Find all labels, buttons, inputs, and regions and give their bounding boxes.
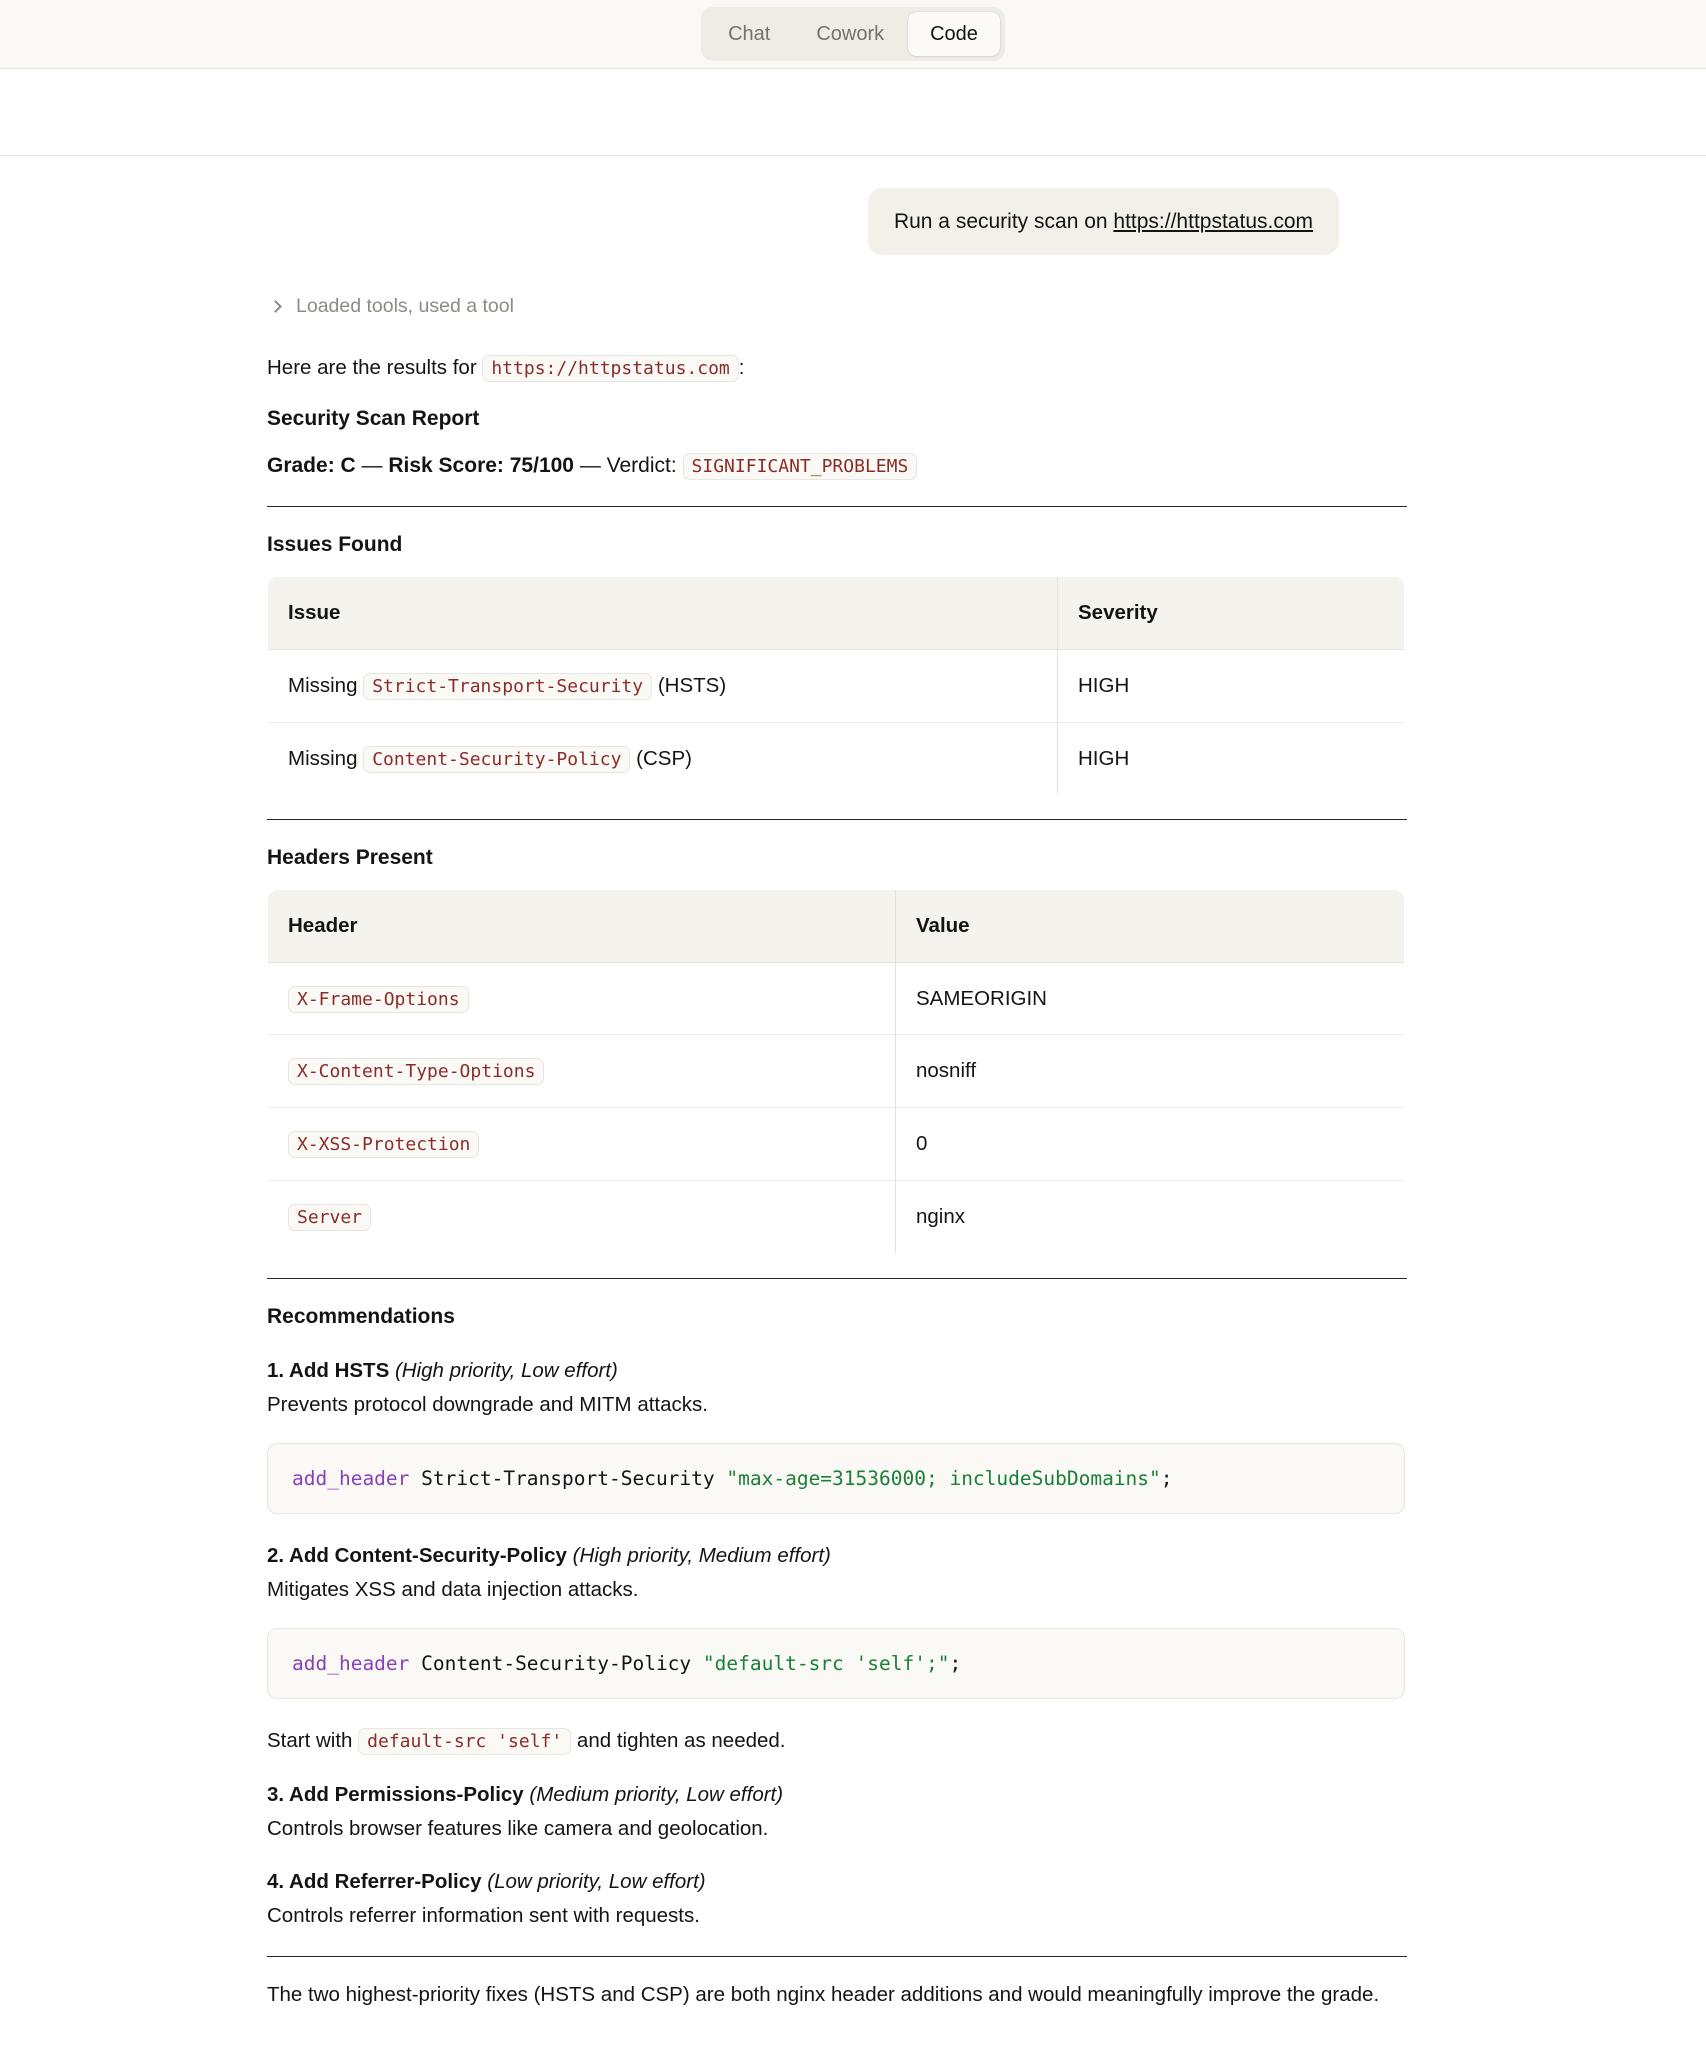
issue-suffix: (HSTS) [652, 673, 727, 697]
headers-table-header-row [268, 889, 1405, 962]
severity-cell: HIGH [1058, 722, 1405, 795]
code-tail: ; [1160, 1466, 1173, 1490]
closing-paragraph: The two highest-priority fixes (HSTS and CSP) are both nginx header additions and would meaningfully improve the grade. [267, 1982, 1380, 2006]
issues-table [267, 576, 1405, 795]
recommendation-meta: (Medium priority, Low effort) [523, 1782, 784, 1806]
headers-present-heading: Headers Present [267, 846, 433, 870]
mode-segmented-control[interactable] [701, 7, 1005, 61]
recommendation-desc-2: Mitigates XSS and data injection attacks. [267, 1577, 639, 1601]
headers-col-header: Header [268, 889, 896, 962]
header-value-cell: 0 [896, 1108, 1405, 1181]
recommendation-desc-4: Controls referrer information sent with requests. [267, 1904, 700, 1928]
recommendation-meta: (High priority, Low effort) [389, 1359, 618, 1383]
recommendation-meta: (High priority, Medium effort) [566, 1544, 831, 1568]
start-with-code: default-src 'self' [358, 1728, 571, 1755]
recommendations-heading: Recommendations [267, 1304, 455, 1328]
code-middle: Content-Security-Policy [409, 1651, 703, 1675]
header-value-cell: SAMEORIGIN [896, 962, 1405, 1035]
chevron-right-icon [269, 300, 282, 313]
recommendation-name: 2. Add Content-Security-Policy [267, 1544, 567, 1568]
grade-label: Grade: C [267, 453, 356, 477]
tab-code[interactable]: Code [908, 12, 1000, 56]
intro-line [267, 352, 1407, 384]
table-row [268, 649, 1405, 722]
table-row [268, 962, 1405, 1035]
user-message-bubble [868, 188, 1339, 255]
recommendation-title-2 [267, 1540, 1407, 1572]
intro-prefix: Here are the results for [267, 355, 483, 379]
code-block-csp[interactable] [267, 1628, 1405, 1699]
header-name-code: X-Frame-Options [288, 986, 469, 1013]
issue-cell [268, 722, 1058, 795]
tab-chat[interactable]: Chat [728, 23, 771, 45]
start-with-suffix: and tighten as needed. [571, 1728, 786, 1752]
header-name-code: Server [288, 1204, 371, 1231]
header-value-cell: nosniff [896, 1035, 1405, 1108]
issue-cell [268, 649, 1058, 722]
recommendation-desc-3: Controls browser features like camera and geolocation. [267, 1816, 769, 1840]
assistant-message [267, 255, 1407, 2010]
recommendation-title-3 [267, 1779, 1407, 1811]
issues-heading: Issues Found [267, 533, 403, 557]
recommendation-name: 3. Add Permissions-Policy [267, 1782, 524, 1806]
start-with-line [267, 1725, 1407, 1757]
intro-url-code: https://httpstatus.com [482, 355, 738, 382]
code-block-hsts[interactable] [267, 1443, 1405, 1514]
headers-present-table [267, 889, 1405, 1254]
conversation-area [0, 156, 1706, 2051]
start-with-prefix: Start with [267, 1728, 359, 1752]
intro-suffix: : [738, 355, 745, 379]
divider-2 [267, 819, 1407, 820]
severity-cell: HIGH [1058, 649, 1405, 722]
header-name-cell [268, 1180, 896, 1253]
header-name-code: X-Content-Type-Options [288, 1058, 544, 1085]
user-message-link[interactable]: https://httpstatus.com [1113, 210, 1313, 233]
divider-4 [267, 1956, 1407, 1957]
headers-col-value: Value [896, 889, 1405, 962]
header-name-code: X-XSS-Protection [288, 1131, 479, 1158]
issue-prefix: Missing [288, 746, 364, 770]
tab-cowork[interactable]: Cowork [816, 23, 885, 45]
user-message-row [0, 156, 1706, 255]
code-keyword: add_header [292, 1651, 410, 1675]
table-row [268, 1108, 1405, 1181]
code-string: "default-src 'self';" [702, 1651, 950, 1675]
recommendation-meta: (Low priority, Low effort) [481, 1870, 706, 1894]
tool-disclosure-label: Loaded tools, used a tool [296, 295, 514, 318]
grade-dash-1: — [355, 453, 389, 477]
top-bar [0, 0, 1706, 69]
header-name-cell [268, 962, 896, 1035]
divider-3 [267, 1278, 1407, 1279]
code-string: "max-age=31536000; includeSubDomains" [726, 1466, 1161, 1490]
verdict-label: Verdict: [606, 453, 677, 477]
code-keyword: add_header [292, 1466, 410, 1490]
recommendation-name: 1. Add HSTS [267, 1359, 390, 1383]
risk-score-label: Risk Score: 75/100 [388, 453, 574, 477]
table-row [268, 1180, 1405, 1253]
divider-1 [267, 506, 1407, 507]
table-row [268, 722, 1405, 795]
grade-line [267, 450, 1407, 483]
issues-table-header-row [268, 577, 1405, 650]
tool-disclosure-toggle[interactable] [267, 291, 1407, 321]
sub-header-bar [0, 69, 1706, 156]
verdict-badge: SIGNIFICANT_PROBLEMS [683, 453, 918, 480]
header-name-cell [268, 1035, 896, 1108]
issue-prefix: Missing [288, 673, 364, 697]
code-tail: ; [949, 1651, 962, 1675]
code-middle: Strict-Transport-Security [409, 1466, 727, 1490]
header-name-cell [268, 1108, 896, 1181]
recommendation-name: 4. Add Referrer-Policy [267, 1870, 482, 1894]
recommendation-title-4 [267, 1866, 1407, 1898]
header-value-cell: nginx [896, 1180, 1405, 1253]
grade-dash-2: — [573, 453, 607, 477]
issues-col-issue: Issue [268, 577, 1058, 650]
issues-col-severity: Severity [1058, 577, 1405, 650]
recommendation-desc-1: Prevents protocol downgrade and MITM attacks. [267, 1393, 708, 1416]
issue-suffix: (CSP) [630, 746, 692, 770]
recommendation-title-1 [267, 1355, 1407, 1387]
report-title: Security Scan Report [267, 407, 480, 431]
issue-header-code: Strict-Transport-Security [363, 673, 652, 700]
table-row [268, 1035, 1405, 1108]
issue-header-code: Content-Security-Policy [363, 746, 630, 773]
user-message-text: Run a security scan on [893, 210, 1114, 233]
